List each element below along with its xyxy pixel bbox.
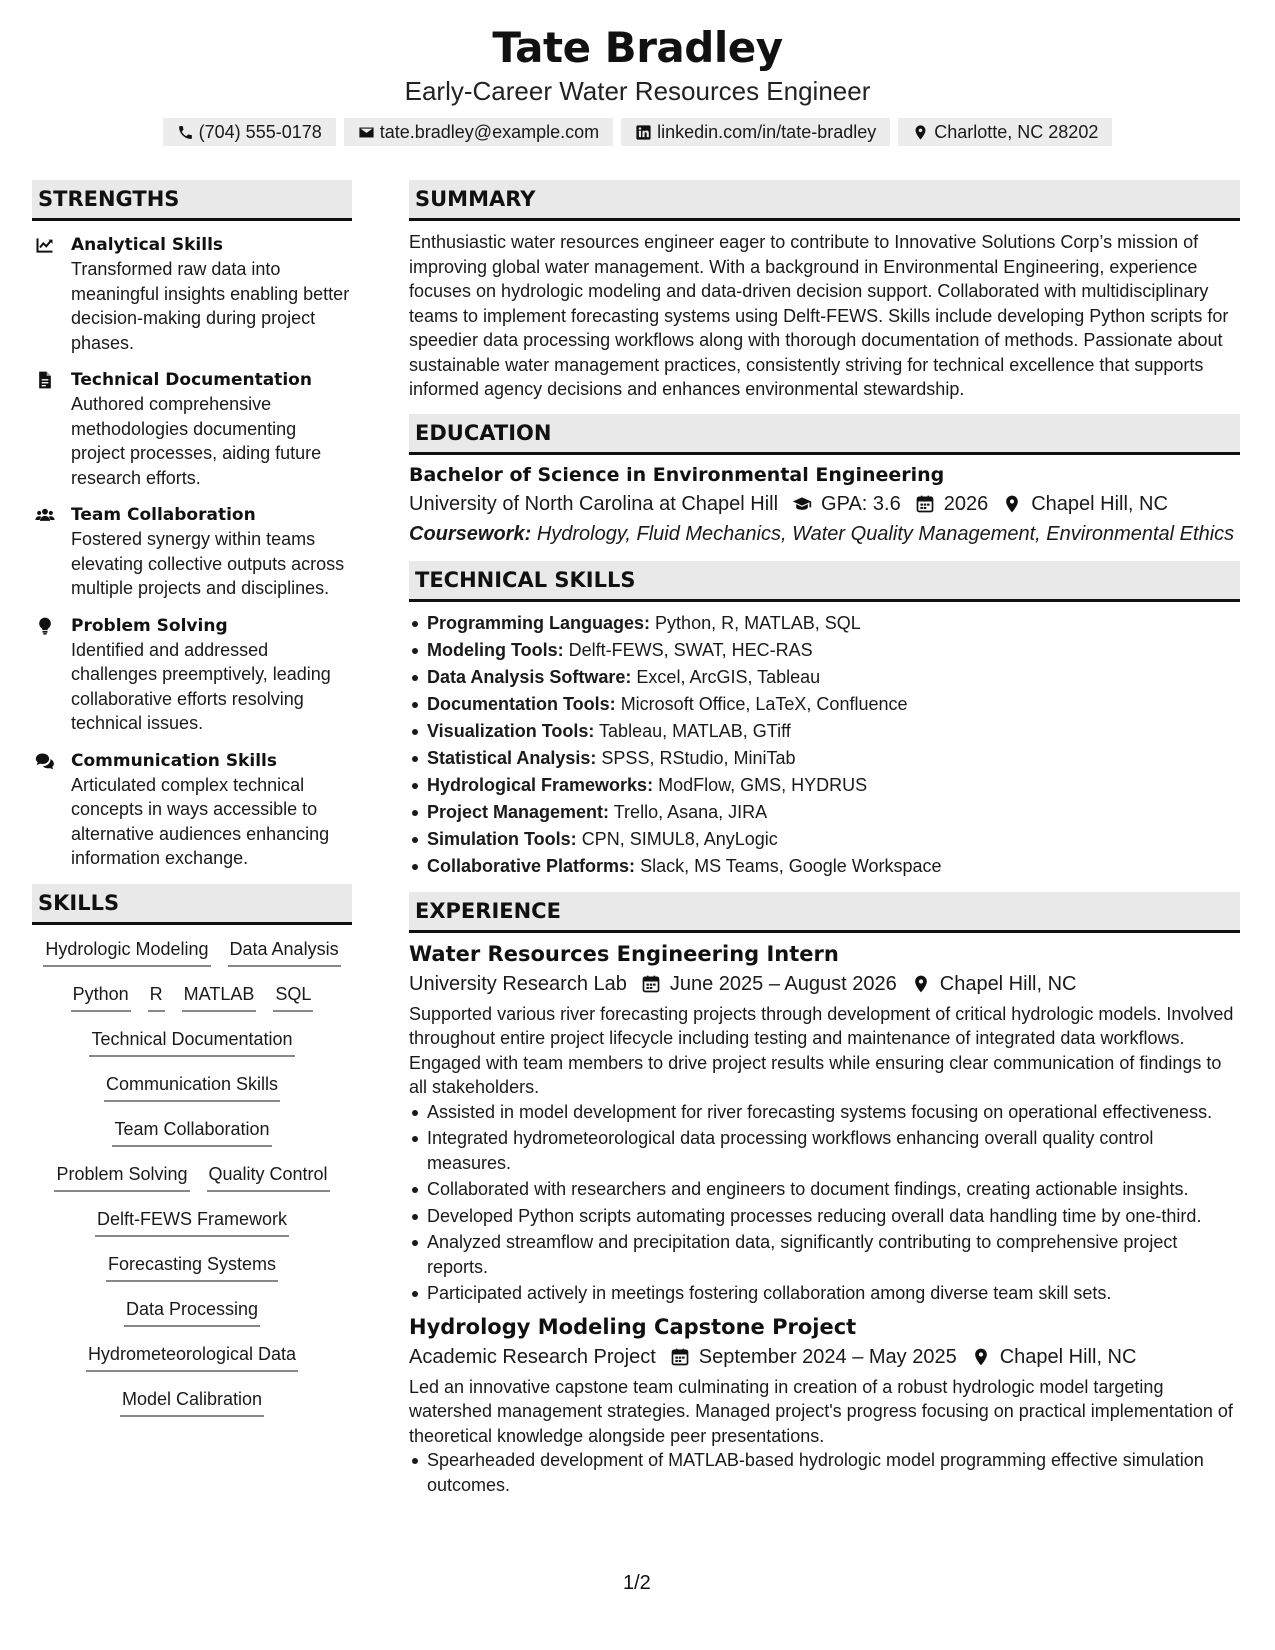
- map-pin-icon: [911, 974, 931, 994]
- job-title: Water Resources Engineering Intern: [409, 941, 839, 966]
- skill-values: Trello, Asana, JIRA: [613, 801, 768, 822]
- education-location: Chapel Hill, NC: [1031, 492, 1168, 515]
- degree-title: Bachelor of Science in Environmental Engineering: [409, 463, 945, 486]
- skills-row: [32, 1387, 352, 1432]
- strength-title: Analytical Skills: [71, 235, 224, 255]
- school-name: University of North Carolina at Chapel Hill: [409, 492, 779, 515]
- list-item: [409, 718, 1240, 745]
- chart-line-icon: [35, 235, 55, 255]
- skill-values: Python, R, MATLAB, SQL: [655, 612, 861, 633]
- skill-tag: Forecasting Systems: [106, 1252, 278, 1282]
- list-item: [409, 772, 1240, 799]
- map-pin-icon: [1002, 494, 1022, 514]
- skill-values: Excel, ArcGIS, Tableau: [636, 666, 821, 687]
- strength-item: [32, 749, 352, 871]
- skills-row: [32, 937, 352, 982]
- education-meta: [409, 489, 1240, 519]
- resume-header: [0, 22, 1275, 146]
- list-item: [409, 664, 1240, 691]
- job-entry: [409, 939, 1240, 1306]
- skill-category: Visualization Tools:: [427, 720, 595, 741]
- contact-email[interactable]: [344, 118, 613, 146]
- skill-tag: Technical Documentation: [89, 1027, 294, 1057]
- job-bullets: [409, 1100, 1240, 1306]
- job-description: Supported various river forecasting projects through development of critical hydrologic models. Involved throughout entire project lifecycle including testing and maintenance of integrated data workflows. Engaged with team members to drive project results while ensuring clear communication of findings to all stakeholders.: [409, 1003, 1234, 1097]
- contact-location-text: Charlotte, NC 28202: [934, 122, 1099, 142]
- skills-row: [32, 1072, 352, 1117]
- experience-heading: EXPERIENCE: [409, 892, 1240, 933]
- skill-tag: Quality Control: [207, 1162, 330, 1192]
- phone-icon: [177, 124, 194, 141]
- skill-category: Data Analysis Software:: [427, 666, 632, 687]
- strength-desc: Fostered synergy within teams elevating collective outputs across multiple projects and disciplines.: [71, 529, 345, 598]
- skill-tag: Data Analysis: [228, 937, 341, 967]
- candidate-name: Tate Bradley: [492, 23, 783, 72]
- strength-desc: Articulated complex technical concepts in ways accessible to alternative audiences enhancing information exchange.: [71, 774, 330, 868]
- lightbulb-icon: [35, 616, 55, 636]
- job-dates: June 2025 – August 2026: [669, 972, 897, 995]
- skills-row: [32, 982, 352, 1027]
- document-icon: [35, 370, 55, 390]
- strength-item: [32, 503, 352, 601]
- skills-row: [32, 1027, 352, 1072]
- list-item: Assisted in model development for river forecasting systems focusing on operational effectiveness.: [409, 1100, 1240, 1125]
- skill-category: Modeling Tools:: [427, 639, 564, 660]
- skill-category: Hydrological Frameworks:: [427, 774, 654, 795]
- skills-heading: SKILLS: [32, 884, 352, 925]
- coursework-label: Coursework:: [409, 522, 532, 545]
- list-item: [409, 610, 1240, 637]
- skill-category: Statistical Analysis:: [427, 747, 597, 768]
- job-meta: [409, 969, 1240, 999]
- summary-heading: SUMMARY: [409, 180, 1240, 221]
- skill-values: SPSS, RStudio, MiniTab: [601, 747, 796, 768]
- calendar-icon: [670, 1347, 690, 1367]
- technical-skills-heading: TECHNICAL SKILLS: [409, 561, 1240, 602]
- skill-tag: Hydrometeorological Data: [86, 1342, 298, 1372]
- job-location: Chapel Hill, NC: [999, 1345, 1137, 1368]
- skill-values: Delft-FEWS, SWAT, HEC-RAS: [568, 639, 813, 660]
- map-pin-icon: [912, 124, 929, 141]
- map-pin-icon: [971, 1347, 991, 1367]
- graduation-year: 2026: [943, 492, 989, 515]
- skill-category: Simulation Tools:: [427, 828, 577, 849]
- contact-phone-text: (704) 555-0178: [198, 122, 322, 142]
- contact-linkedin-text: linkedin.com/in/tate-bradley: [657, 122, 877, 142]
- education-section: [409, 414, 1240, 549]
- skill-tag: R: [148, 982, 165, 1012]
- job-bullets: [409, 1448, 1240, 1497]
- list-item: Spearheaded development of MATLAB-based hydrologic model programming effective simulation outcomes.: [409, 1448, 1240, 1497]
- coursework-line: [409, 519, 1240, 549]
- skill-category: Project Management:: [427, 801, 610, 822]
- list-item: [409, 799, 1240, 826]
- gpa: GPA: 3.6: [821, 492, 901, 515]
- skill-values: ModFlow, GMS, HYDRUS: [658, 774, 868, 795]
- contact-location: [898, 118, 1112, 146]
- job-meta: [409, 1342, 1240, 1372]
- contact-row: [0, 118, 1275, 146]
- coursework-list: Hydrology, Fluid Mechanics, Water Quality Management, Environmental Ethics: [536, 522, 1235, 545]
- strength-desc: Authored comprehensive methodologies documenting project processes, aiding future research efforts.: [71, 394, 322, 488]
- list-item: [409, 691, 1240, 718]
- skill-tag: Delft-FEWS Framework: [95, 1207, 289, 1237]
- skills-row: [32, 1252, 352, 1297]
- list-item: Integrated hydrometeorological data processing workflows enhancing overall quality control measures.: [409, 1126, 1240, 1175]
- list-item: Analyzed streamflow and precipitation data, significantly contributing to comprehensive project reports.: [409, 1230, 1240, 1279]
- job-org: University Research Lab: [409, 972, 627, 995]
- envelope-icon: [358, 124, 375, 141]
- graduation-cap-icon: [792, 494, 812, 514]
- skills-tags: [32, 937, 352, 1432]
- skill-values: CPN, SIMUL8, AnyLogic: [581, 828, 778, 849]
- contact-linkedin[interactable]: [621, 118, 890, 146]
- job-title: Hydrology Modeling Capstone Project: [409, 1314, 857, 1339]
- skills-row: [32, 1297, 352, 1342]
- list-item: Collaborated with researchers and engineers to document findings, creating actionable insights.: [409, 1177, 1240, 1202]
- right-column: [409, 180, 1240, 1499]
- users-icon: [35, 505, 55, 525]
- linkedin-icon: [635, 124, 652, 141]
- skill-values: Microsoft Office, LaTeX, Confluence: [620, 693, 908, 714]
- education-heading: EDUCATION: [409, 414, 1240, 455]
- candidate-headline: Early-Career Water Resources Engineer: [404, 76, 871, 106]
- calendar-icon: [641, 974, 661, 994]
- list-item: [409, 826, 1240, 853]
- technical-skills-section: [409, 561, 1240, 880]
- list-item: [409, 853, 1240, 880]
- skills-row: [32, 1207, 352, 1252]
- strength-item: [32, 233, 352, 355]
- comments-icon: [35, 751, 55, 771]
- contact-email-text: tate.bradley@example.com: [379, 122, 600, 142]
- job-entry: [409, 1312, 1240, 1498]
- skill-values: Tableau, MATLAB, GTiff: [599, 720, 791, 741]
- skill-category: Documentation Tools:: [427, 693, 616, 714]
- page-number: 1/2: [623, 1572, 651, 1594]
- skill-values: Slack, MS Teams, Google Workspace: [640, 855, 942, 876]
- skill-tag: Problem Solving: [54, 1162, 189, 1192]
- skills-row: [32, 1162, 352, 1207]
- skill-tag: Hydrologic Modeling: [43, 937, 210, 967]
- list-item: [409, 637, 1240, 664]
- skill-tag: Team Collaboration: [112, 1117, 271, 1147]
- strengths-list: [32, 233, 352, 871]
- skill-tag: SQL: [273, 982, 313, 1012]
- strength-title: Team Collaboration: [71, 505, 256, 525]
- list-item: Developed Python scripts automating processes reducing overall data handling time by one-third.: [409, 1204, 1240, 1229]
- strength-desc: Transformed raw data into meaningful insights enabling better decision-making during project phases.: [71, 259, 350, 353]
- summary-text: Enthusiastic water resources engineer eager to contribute to Innovative Solutions Corp’s mission of improving global water management. With a background in Environmental Engineering, experience focuses on hydrologic modeling and data-driven decision support. Collaborated with multidisciplinary teams to implement forecasting systems using Delft-FEWS. Skills include developing Python scripts for speedier data processing workflows along with thorough documentation of methods. Passionate about sustainable water management practices, consistently striving for technical excellence that supports informed agency decisions and enhances environmental stewardship.: [409, 232, 1229, 399]
- left-column: [32, 180, 352, 1432]
- skill-tag: Model Calibration: [120, 1387, 264, 1417]
- skill-tag: Communication Skills: [104, 1072, 280, 1102]
- skill-tag: Data Processing: [124, 1297, 260, 1327]
- list-item: [409, 745, 1240, 772]
- skill-category: Collaborative Platforms:: [427, 855, 636, 876]
- list-item: Participated actively in meetings fostering collaboration among diverse team skill sets.: [409, 1281, 1240, 1306]
- strength-title: Problem Solving: [71, 615, 228, 636]
- strength-item: [32, 368, 352, 490]
- job-dates: September 2024 – May 2025: [698, 1345, 957, 1368]
- contact-phone[interactable]: [163, 118, 336, 146]
- skill-tag: MATLAB: [182, 982, 257, 1012]
- job-description: Led an innovative capstone team culminating in creation of a robust hydrologic model targeting watershed management strategies. Managed project's progress focusing on practical implementation of theoretical knowledge alongside peer presentations.: [409, 1376, 1233, 1446]
- skill-category: Programming Languages:: [427, 612, 651, 633]
- strengths-heading: STRENGTHS: [32, 180, 352, 221]
- strength-title: Technical Documentation: [71, 370, 312, 390]
- job-location: Chapel Hill, NC: [939, 972, 1077, 995]
- skill-tag: Python: [71, 982, 131, 1012]
- calendar-icon: [915, 494, 935, 514]
- skills-row: [32, 1117, 352, 1162]
- experience-section: [409, 892, 1240, 1498]
- technical-skills-list: [409, 610, 1240, 880]
- strength-desc: Identified and addressed challenges preemptively, leading collaborative efforts resolving technical issues.: [71, 639, 331, 733]
- strength-item: [32, 614, 352, 736]
- strength-title: Communication Skills: [71, 750, 277, 771]
- job-org: Academic Research Project: [409, 1345, 656, 1368]
- skills-row: [32, 1342, 352, 1387]
